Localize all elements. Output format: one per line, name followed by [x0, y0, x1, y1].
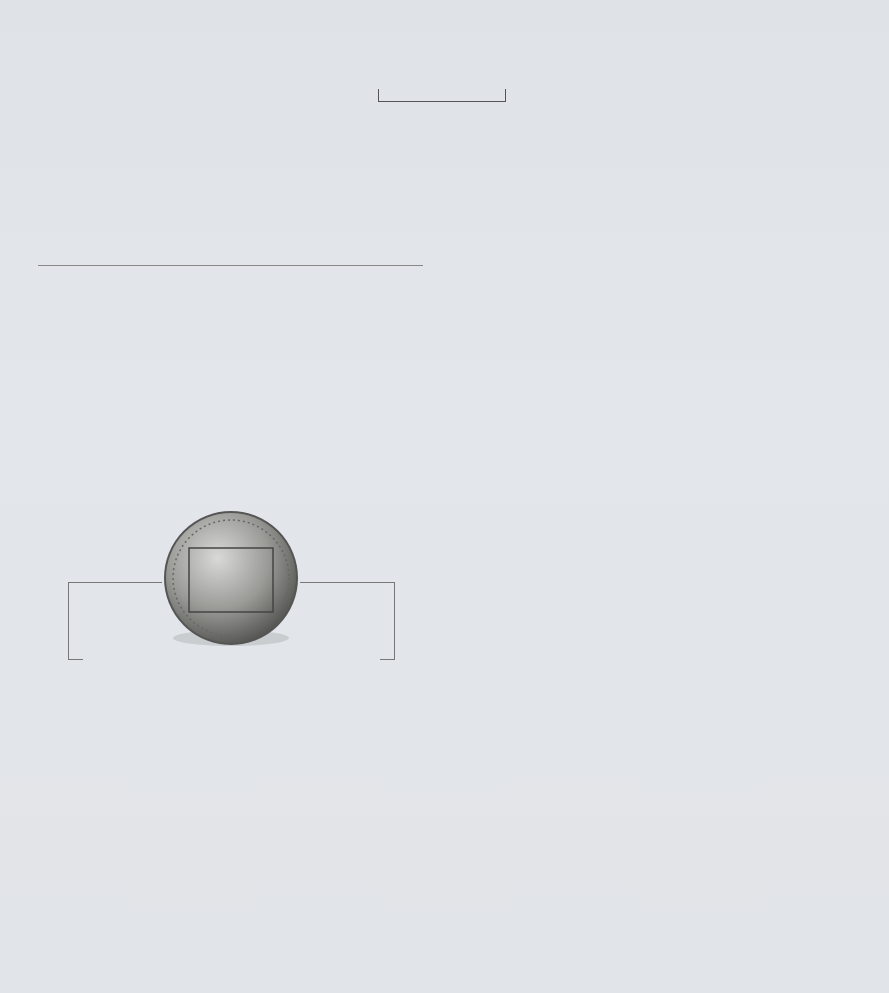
section-divider: [38, 265, 423, 266]
frame-bracket-right: [380, 582, 395, 660]
frame-bar-left: [68, 582, 162, 583]
silver-coin-image: [161, 510, 301, 650]
frame-bracket-left: [68, 582, 83, 660]
coin-figure: [68, 520, 398, 670]
caption-bracket-decoration: [378, 89, 506, 102]
frame-bar-right: [300, 582, 394, 583]
